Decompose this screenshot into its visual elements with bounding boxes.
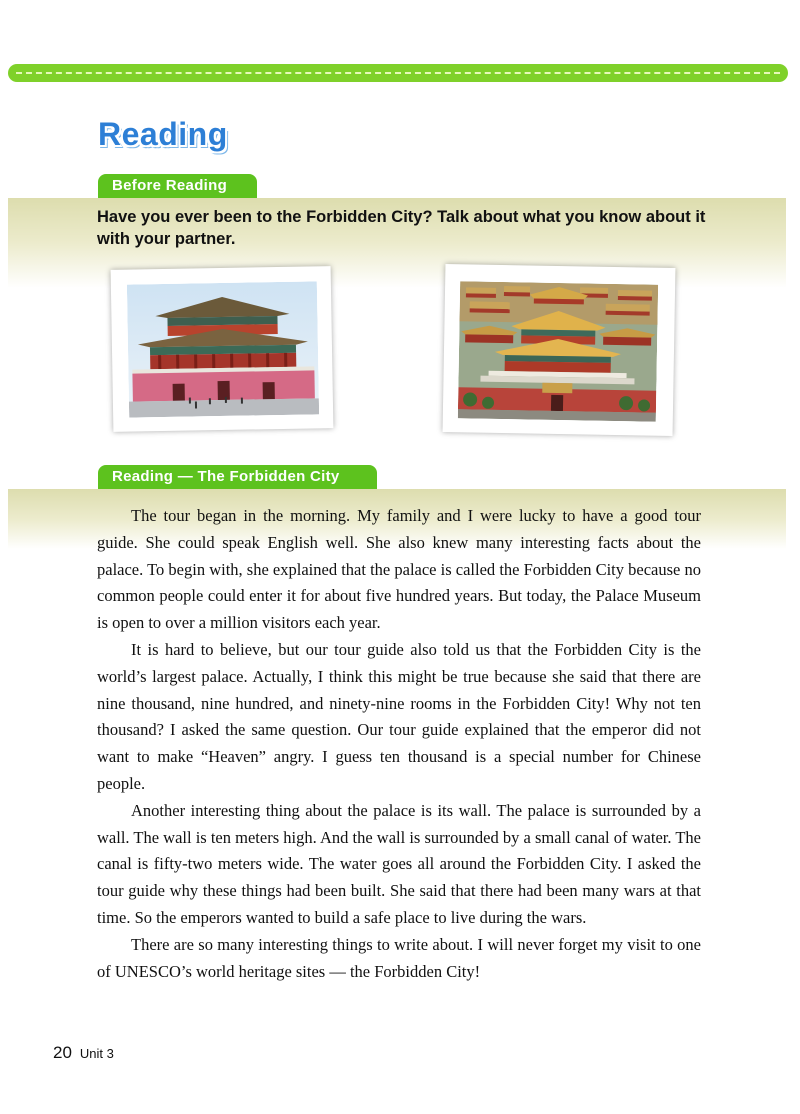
reading-tab: Reading — The Forbidden City [98, 465, 377, 489]
before-reading-tab: Before Reading [98, 174, 257, 198]
page-number: 20 [53, 1043, 72, 1062]
palace-illustration [458, 281, 658, 421]
paragraph-4: There are so many interesting things to write about. I will never forget my visit to one of UNESCO’s world heritage sites — the Forbidden City! [97, 934, 701, 981]
paragraph-2: It is hard to believe, but our tour guide also told us that the Forbidden City is the world’s largest palace. Actually, I think this might be true because she said that there are nine thousand, nine hundred, and ninety-nine rooms in the Forbidden City! Why not ten thousand? I asked the same question. Our tour guide explained that the emperor did not want to make “Heaven” angry. I guess ten thousand is a special number for Chinese people. [97, 639, 701, 793]
palace-photo [458, 281, 658, 421]
before-reading-question: Have you ever been to the Forbidden City? Talk about what you know about it with your partner. [97, 208, 706, 248]
paragraph-1: The tour began in the morning. My family and I were lucky to have a good tour guide. She could speak English well. She also knew many interesting facts about the palace. To begin with, she explained that the palace is called the Forbidden City because no common people could enter it for about five hundred years. But today, the Palace Museum is open to over a million visitors each year. [97, 506, 701, 633]
photo-frame-palace [443, 264, 676, 436]
paragraph-3: Another interesting thing about the palace is its wall. The palace is surrounded by a wall. The wall is ten meters high. And the wall is surrounded by a small canal of water. The canal is fifty-two meters wide. The water goes all around the Forbidden City. I asked the tour guide why these things had been built. She said that there had been many wars at that time. So the emperors wanted to build a safe place to live during the wars. [97, 800, 701, 927]
unit-label: Unit 3 [79, 1046, 114, 1061]
photo-frame-gate [111, 266, 334, 432]
section-title: Reading [98, 116, 228, 152]
gate-photo [127, 281, 319, 417]
top-decorative-band [8, 64, 788, 82]
gate-illustration [127, 281, 319, 417]
top-band-dashes [16, 72, 780, 74]
reading-passage [97, 503, 701, 985]
page-footer [53, 1043, 114, 1063]
